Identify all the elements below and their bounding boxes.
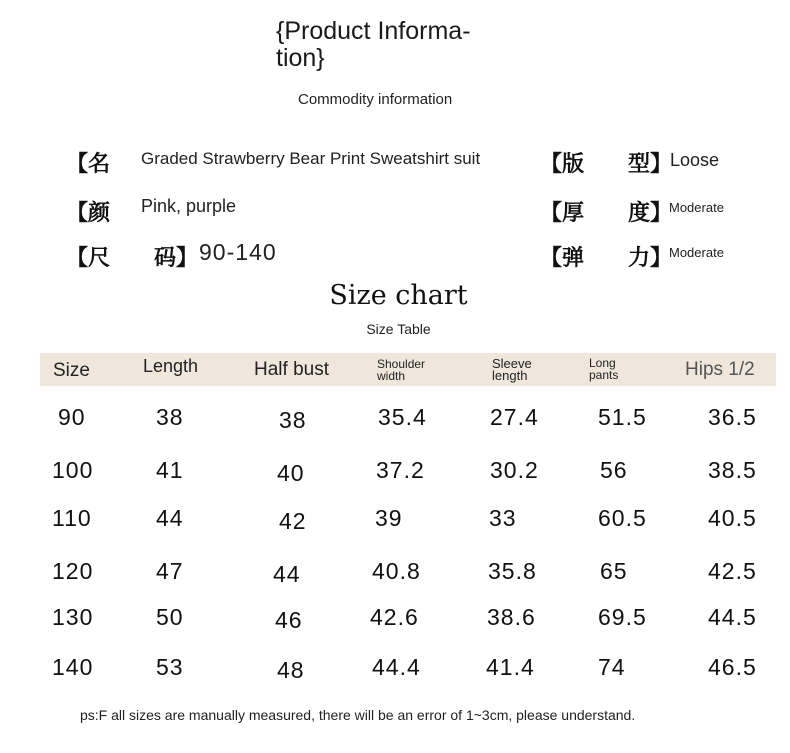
cell-hips: 46.5 (708, 654, 757, 680)
cell-hips: 38.5 (708, 457, 757, 483)
cell-length: 38 (156, 404, 184, 430)
cell-hips: 44.5 (708, 604, 757, 630)
header-length: Length (143, 356, 199, 376)
header-shoulder-line2: width (377, 369, 406, 383)
info-color-key: 【颜 (66, 200, 111, 225)
size-chart-subtitle: Size Table (366, 321, 431, 337)
cell-size: 110 (52, 505, 92, 531)
header-size: Size (53, 360, 90, 381)
cell-length: 44 (156, 505, 184, 531)
page-title: {Product Informa-tion} (276, 17, 471, 72)
cell-half-bust: 42 (279, 508, 307, 534)
info-name-value: Graded Strawberry Bear Print Sweatshirt suit (141, 149, 481, 168)
cell-size: 90 (58, 404, 86, 430)
cell-hips: 40.5 (708, 505, 757, 531)
cell-sleeve: 38.6 (487, 604, 536, 630)
cell-hips: 42.5 (708, 558, 757, 584)
cell-size: 120 (52, 558, 94, 584)
cell-shoulder: 37.2 (376, 457, 425, 483)
cell-shoulder: 35.4 (378, 404, 427, 430)
cell-pants: 51.5 (598, 404, 647, 430)
size-chart-title: Size chart (329, 280, 468, 311)
cell-pants: 74 (598, 654, 626, 680)
cell-length: 41 (156, 457, 184, 483)
cell-pants: 56 (600, 457, 628, 483)
info-name-key: 【名 (66, 151, 111, 176)
header-shoulder-width (377, 358, 447, 382)
cell-half-bust: 40 (277, 460, 305, 486)
cell-size: 140 (52, 654, 94, 680)
header-sleeve-length (492, 358, 562, 382)
info-size-value: 90-140 (199, 239, 277, 265)
cell-size: 130 (52, 604, 94, 630)
cell-length: 50 (156, 604, 184, 630)
cell-hips: 36.5 (708, 404, 757, 430)
header-half-bust: Half bust (254, 359, 329, 380)
cell-shoulder: 44.4 (372, 654, 421, 680)
info-size-key: 【尺 码】 (66, 245, 199, 270)
header-pants-line1: Long (589, 356, 616, 370)
page-subtitle: Commodity information (298, 91, 453, 108)
cell-shoulder: 40.8 (372, 558, 421, 584)
info-color-value: Pink, purple (141, 196, 237, 216)
cell-sleeve: 41.4 (486, 654, 535, 680)
cell-half-bust: 38 (279, 407, 307, 433)
header-sleeve-line2: length (492, 368, 528, 383)
cell-sleeve: 35.8 (488, 558, 537, 584)
cell-length: 53 (156, 654, 184, 680)
info-type-key: 【版 型】 (540, 151, 673, 176)
info-elasticity-key: 【弹 力】 (540, 245, 673, 270)
info-thickness-key: 【厚 度】 (540, 200, 673, 225)
cell-half-bust: 46 (275, 607, 303, 633)
cell-pants: 60.5 (598, 505, 647, 531)
cell-length: 47 (156, 558, 184, 584)
cell-sleeve: 27.4 (490, 404, 539, 430)
cell-half-bust: 48 (277, 657, 305, 683)
cell-shoulder: 39 (375, 505, 403, 531)
header-sleeve-line1: Sleeve (492, 356, 532, 371)
cell-half-bust: 44 (273, 561, 301, 587)
info-type-value: Loose (670, 150, 720, 170)
cell-pants: 65 (600, 558, 628, 584)
footnote: ps:F all sizes are manually measured, there will be an error of 1~3cm, please understand. (80, 707, 636, 723)
info-thickness-value: Moderate (669, 200, 724, 215)
header-shoulder-line1: Shoulder (377, 357, 426, 371)
header-pants-line2: pants (589, 368, 619, 382)
header-hips: Hips 1/2 (685, 359, 755, 380)
cell-pants: 69.5 (598, 604, 647, 630)
cell-size: 100 (52, 457, 94, 483)
cell-sleeve: 33 (489, 505, 517, 531)
header-long-pants (589, 357, 649, 381)
cell-shoulder: 42.6 (370, 604, 419, 630)
info-elasticity-value: Moderate (669, 245, 724, 260)
cell-sleeve: 30.2 (490, 457, 539, 483)
